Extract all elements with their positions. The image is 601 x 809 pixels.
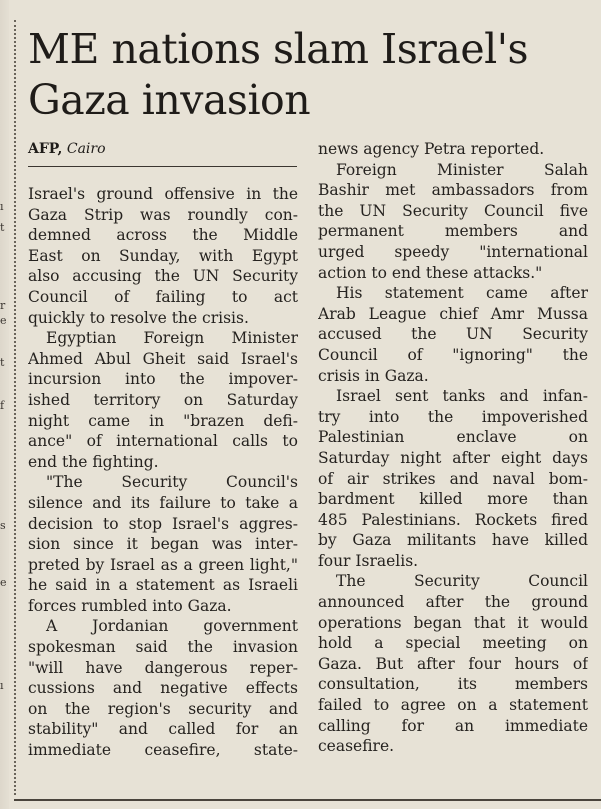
text-line: news agency Petra reported. — [318, 140, 545, 158]
article-paragraph — [318, 571, 588, 756]
edge-fragment: ı — [0, 200, 4, 213]
edge-fragment: t — [0, 356, 5, 369]
text-line: accused the UN Security — [318, 325, 588, 344]
byline — [28, 141, 106, 157]
text-line: announced after the ground — [318, 593, 588, 612]
text-line: he said in a statement as Israeli — [28, 576, 298, 595]
edge-fragment: e — [0, 576, 7, 589]
headline-line-1: ME nations slam Israel's — [28, 25, 529, 73]
text-line: The Security Council — [336, 572, 588, 591]
text-line: Israel sent tanks and infan- — [336, 387, 588, 406]
text-line: Council of "ignoring" the — [318, 345, 588, 364]
text-line: A Jordanian government — [46, 617, 298, 636]
article-paragraph — [28, 184, 298, 328]
article-paragraph — [28, 328, 298, 472]
article-paragraph — [318, 386, 588, 571]
text-line: East on Sunday, with Egypt — [28, 246, 298, 265]
headline-line-2: Gaza invasion — [28, 76, 311, 124]
text-line: permanent members and — [318, 222, 588, 241]
text-line: failed to agree on a statement — [318, 696, 588, 715]
text-line: calling for an immediate — [318, 716, 588, 735]
text-line: ance" of international calls to — [28, 432, 298, 451]
edge-fragment: ı — [0, 679, 4, 692]
text-line: spokesman said the invasion — [28, 638, 298, 657]
text-line: stability" and called for an — [28, 720, 298, 739]
text-line: consultation, its members — [318, 675, 588, 694]
article-paragraph — [318, 160, 588, 284]
text-line: on the region's security and — [28, 699, 298, 718]
text-line: Gaza. But after four hours of — [318, 654, 588, 673]
edge-fragment: e — [0, 314, 7, 327]
edge-fragment: f — [0, 399, 5, 412]
text-line: Bashir met ambassadors from — [318, 181, 588, 200]
text-line: crisis in Gaza. — [318, 366, 429, 385]
text-line: try into the impoverished — [318, 407, 588, 426]
text-line: of air strikes and naval bom- — [318, 469, 588, 488]
headline — [28, 24, 598, 126]
text-line: Ahmed Abul Gheit said Israel's — [28, 349, 298, 368]
text-line: action to end these attacks." — [318, 263, 543, 282]
text-line: 485 Palestinians. Rockets fired — [318, 510, 588, 529]
byline-agency: AFP, — [28, 141, 63, 157]
text-line: hold a special meeting on — [318, 634, 588, 653]
text-line: by Gaza militants have killed — [318, 531, 588, 550]
text-line: ished territory on Saturday — [28, 390, 298, 409]
text-line: Council of failing to act — [28, 287, 298, 306]
text-line: Israel's ground offensive in the — [28, 185, 298, 203]
edge-fragment: s — [0, 519, 6, 532]
text-line: "The Security Council's — [46, 473, 298, 492]
text-line: preted by Israel as a green light," — [28, 555, 298, 574]
article-column-right — [318, 139, 588, 757]
article-column-left — [28, 184, 298, 761]
text-line: forces rumbled into Gaza. — [28, 596, 232, 615]
edge-fragment: r — [0, 299, 6, 312]
text-line: silence and its failure to take a — [28, 493, 298, 512]
text-line: cussions and negative effects — [28, 679, 298, 698]
text-line: Egyptian Foreign Minister — [46, 329, 298, 348]
text-line: Arab League chief Amr Mussa — [318, 304, 588, 323]
text-line: end the fighting. — [28, 452, 159, 471]
text-line: Saturday night after eight days — [318, 448, 588, 467]
text-line: Palestinian enclave on — [318, 428, 588, 447]
text-line: four Israelis. — [318, 551, 419, 570]
text-line: incursion into the impover- — [28, 370, 298, 389]
edge-fragment: t — [0, 221, 5, 234]
text-line: also accusing the UN Security — [28, 267, 298, 286]
text-line: decision to stop Israel's aggres- — [28, 514, 298, 533]
byline-rule — [28, 166, 297, 167]
text-line: immediate ceasefire, state- — [28, 741, 298, 760]
text-line: demned across the Middle — [28, 226, 298, 245]
text-line: quickly to resolve the crisis. — [28, 308, 249, 327]
article-paragraph — [28, 472, 298, 616]
bottom-rule — [14, 799, 601, 801]
text-line: night came in "brazen defi- — [28, 411, 298, 430]
text-line: ceasefire. — [318, 737, 395, 756]
text-line: sion since it began was inter- — [28, 535, 298, 554]
article-paragraph — [318, 283, 588, 386]
column-divider — [14, 20, 16, 795]
adjacent-column-edge — [0, 0, 9, 809]
text-line: Gaza Strip was roundly con- — [28, 205, 298, 224]
text-line: urged speedy "international — [318, 242, 588, 261]
article-paragraph — [28, 616, 298, 760]
text-line: "will have dangerous reper- — [28, 658, 298, 677]
text-line: bardment killed more than — [318, 490, 588, 509]
article-paragraph — [318, 139, 588, 160]
text-line: operations began that it would — [318, 613, 588, 632]
text-line: the UN Security Council five — [318, 201, 588, 220]
text-line: Foreign Minister Salah — [336, 160, 588, 179]
text-line: His statement came after — [336, 284, 588, 303]
byline-place: Cairo — [66, 141, 106, 157]
